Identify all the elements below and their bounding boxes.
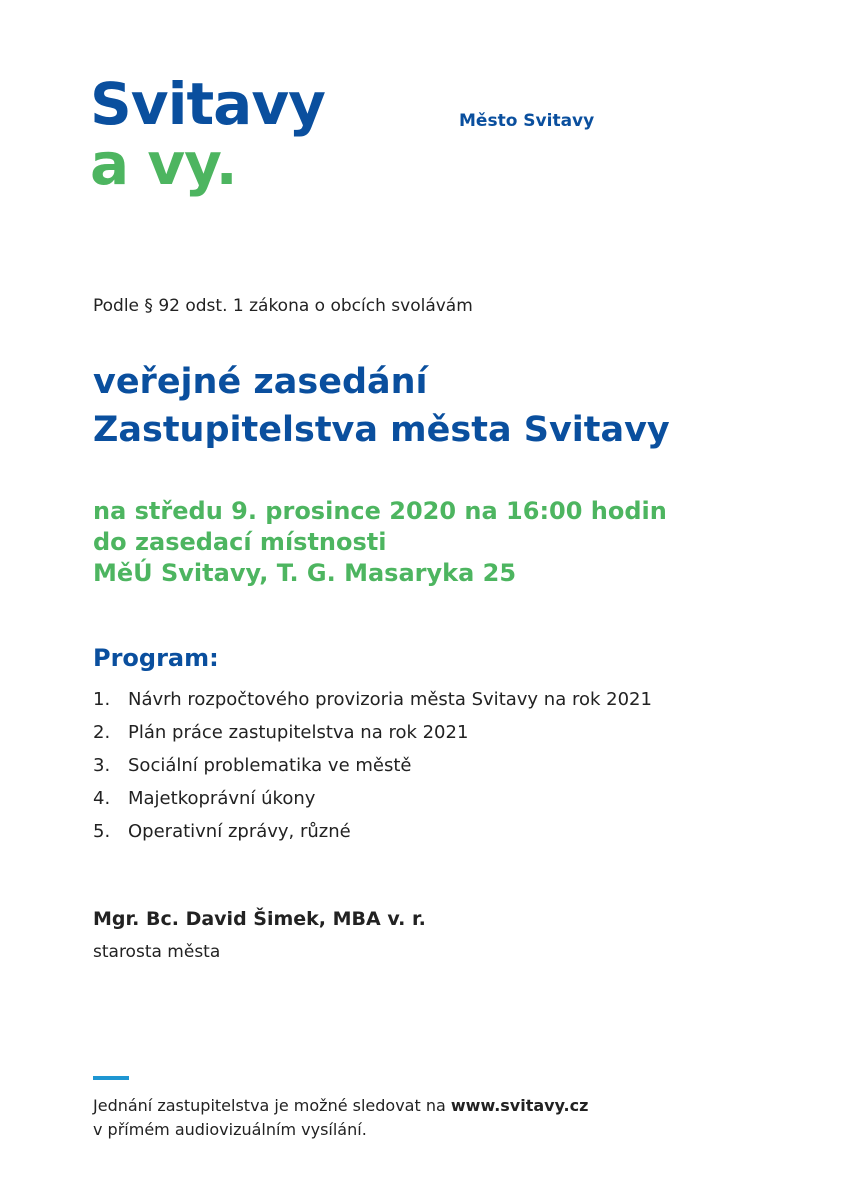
website-link[interactable]: www.svitavy.cz (450, 1096, 589, 1115)
program-item-text: Návrh rozpočtového provizoria města Svitavy na rok 2021 (128, 689, 652, 710)
accent-divider (93, 1076, 129, 1080)
meeting-address: MěÚ Svitavy, T. G. Masaryka 25 (93, 559, 517, 587)
logo (90, 70, 325, 198)
program-item-number: 5. (93, 821, 111, 842)
program-item-number: 2. (93, 722, 111, 743)
meeting-date: na středu 9. prosince 2020 na 16:00 hodin (93, 497, 667, 525)
program-item-text: Plán práce zastupitelstva na rok 2021 (128, 722, 469, 743)
footer-line-2: v přímém audiovizuálním vysílání. (93, 1120, 367, 1139)
program-item (93, 749, 652, 782)
program-item-number: 1. (93, 689, 111, 710)
program-item (93, 716, 652, 749)
title-line-1: veřejné zasedání (93, 362, 428, 402)
document-title (93, 358, 670, 454)
footer-note (93, 1094, 588, 1142)
intro-text: Podle § 92 odst. 1 zákona o obcích svolávám (93, 296, 473, 316)
program-heading: Program: (93, 644, 219, 672)
program-item (93, 683, 652, 716)
program-item-number: 3. (93, 755, 111, 776)
city-name: Město Svitavy (459, 111, 595, 131)
program-item (93, 782, 652, 815)
program-list (93, 683, 652, 848)
signer-name: Mgr. Bc. David Šimek, MBA v. r. (93, 908, 426, 930)
program-item-text: Operativní zprávy, různé (128, 821, 351, 842)
logo-line-svitavy: Svitavy (90, 70, 325, 138)
meeting-room: do zasedací místnosti (93, 528, 387, 556)
program-item (93, 815, 652, 848)
footer-line-1 (93, 1094, 588, 1118)
program-item-number: 4. (93, 788, 111, 809)
meeting-date-place (93, 496, 667, 589)
logo-line-a-vy: a vy. (90, 130, 237, 198)
signer-role: starosta města (93, 942, 221, 962)
program-item-text: Sociální problematika ve městě (128, 755, 412, 776)
title-line-2: Zastupitelstva města Svitavy (93, 410, 670, 450)
program-item-text: Majetkoprávní úkony (128, 788, 316, 809)
footer-text: Jednání zastupitelstva je možné sledovat na (93, 1096, 451, 1115)
